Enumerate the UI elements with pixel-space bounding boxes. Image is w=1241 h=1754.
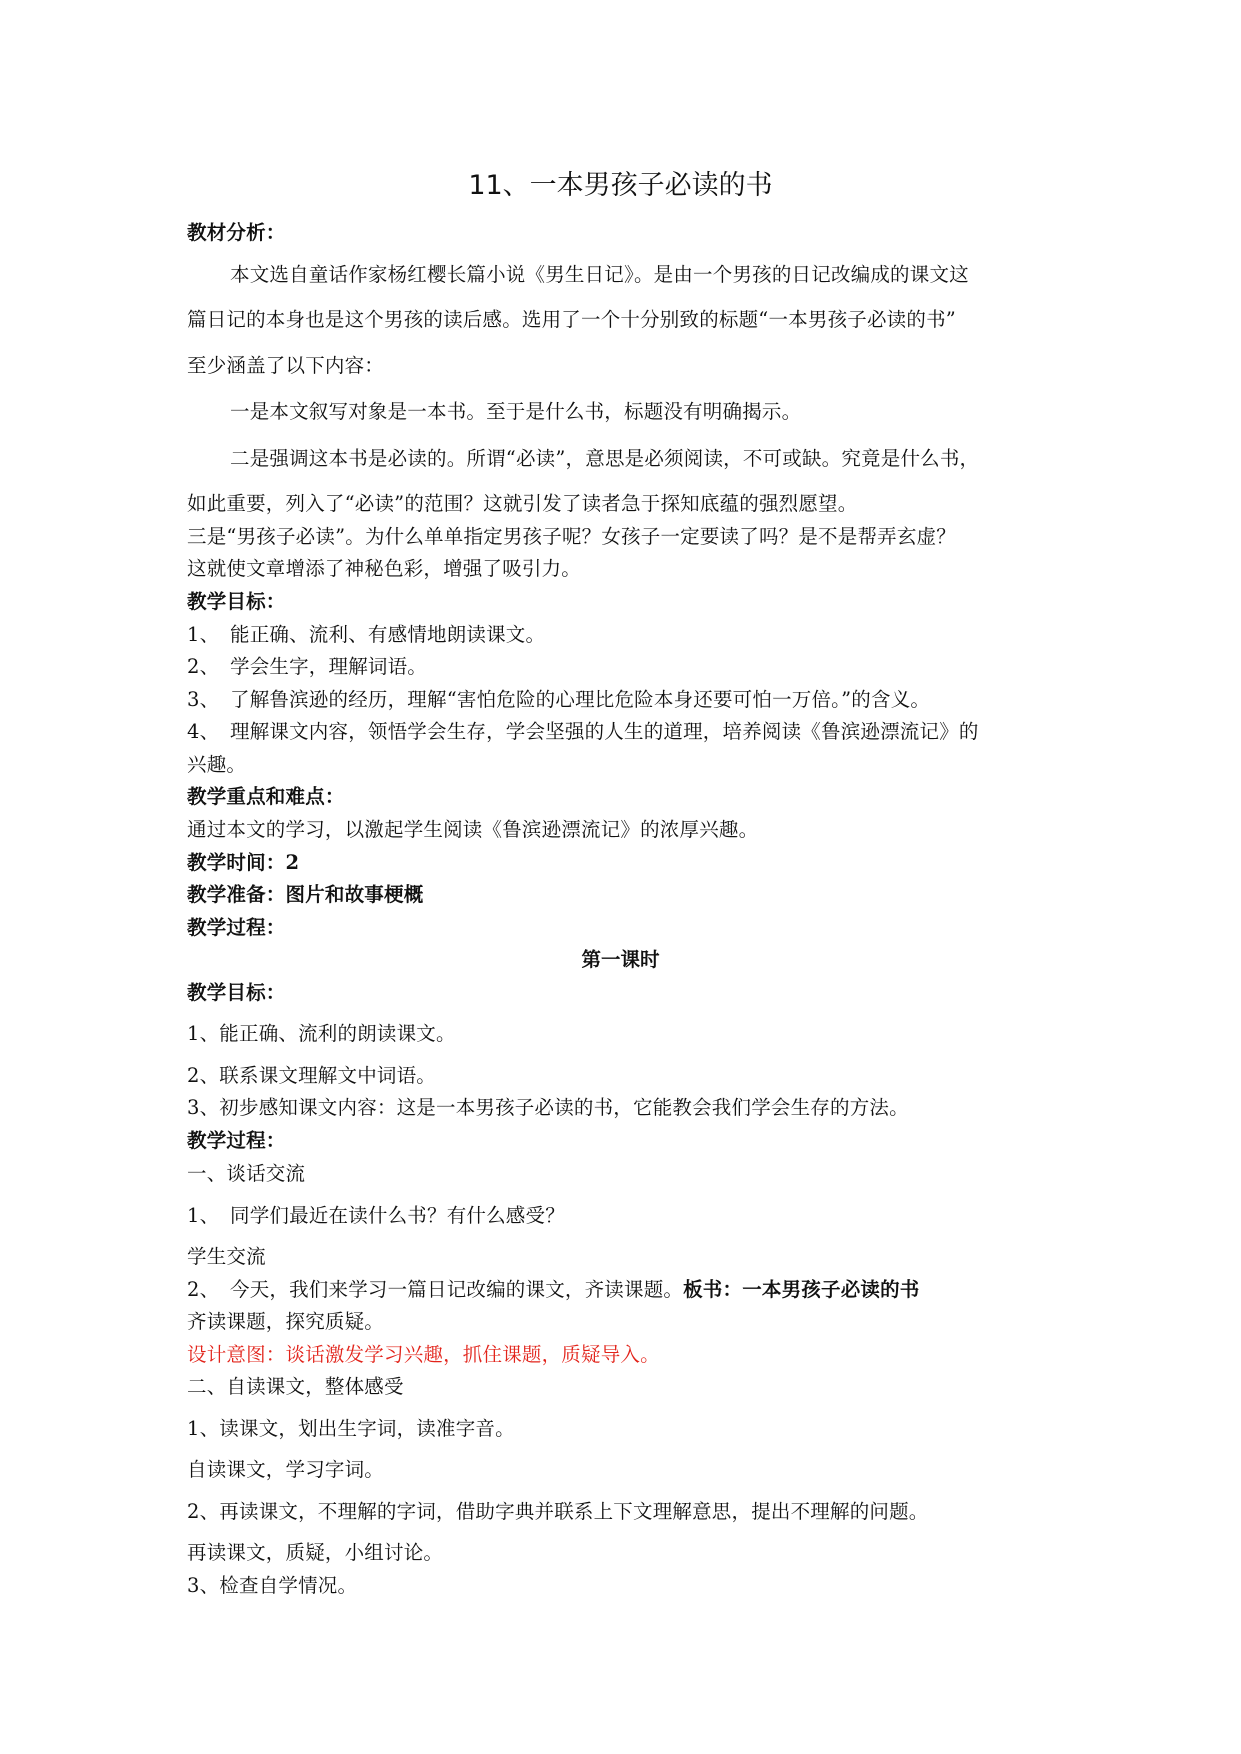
design-intent: 设计意图：谈话激发学习兴趣，抓住课题，质疑导入。: [187, 1343, 660, 1366]
analysis-paragraph-line: 这就使文章增添了神秘色彩，增强了吸引力。: [187, 557, 582, 580]
step-response: 自读课文，学习字词。: [187, 1458, 385, 1481]
goal-number: 4、: [187, 720, 220, 743]
goal-item: [187, 688, 930, 712]
lesson-goals-heading: 教学目标：: [187, 981, 286, 1004]
lesson-title: 第一课时: [581, 948, 660, 971]
lesson-goal: 1、能正确、流利的朗读课文。: [187, 1022, 456, 1045]
goal-item-continuation: 兴趣。: [187, 753, 247, 776]
step-item: 1、读课文，划出生字词，读准字音。: [187, 1417, 515, 1440]
lesson-goal: 3、初步感知课文内容：这是一本男孩子必读的书，它能教会我们学会生存的方法。: [187, 1096, 909, 1119]
board-writing: 板书：一本男孩子必读的书: [683, 1278, 920, 1301]
analysis-paragraph-line: 如此重要，列入了“必读”的范围？这就引发了读者急于探知底蕴的强烈愿望。: [187, 492, 858, 515]
goal-number: 3、: [187, 688, 220, 711]
goal-number: 1、: [187, 623, 220, 646]
goal-text: 学会生字，理解词语。: [230, 655, 428, 678]
step-item: [187, 1278, 920, 1302]
goals-heading: 教学目标：: [187, 590, 286, 613]
analysis-paragraph-line: 篇日记的本身也是这个男孩的读后感。选用了一个十分别致的标题“一本男孩子必读的书”: [187, 308, 956, 331]
teaching-time: 教学时间：2: [187, 851, 300, 874]
lesson-process-heading: 教学过程：: [187, 1129, 286, 1152]
teaching-prep: 教学准备：图片和故事梗概: [187, 883, 424, 906]
goal-item: [187, 655, 427, 679]
step-response: 再读课文，质疑，小组讨论。: [187, 1541, 444, 1564]
analysis-paragraph-line: 至少涵盖了以下内容：: [187, 354, 385, 377]
step-response: 齐读课题，探究质疑。: [187, 1310, 385, 1333]
step-number: 2、: [187, 1278, 220, 1301]
process-heading: 教学过程：: [187, 916, 286, 939]
analysis-paragraph-line: 三是“男孩子必读”。为什么单单指定男孩子呢？女孩子一定要读了吗？是不是帮弄玄虚？: [187, 525, 956, 548]
key-points-text: 通过本文的学习，以激起学生阅读《鲁滨逊漂流记》的浓厚兴趣。: [187, 818, 759, 841]
step-item: 3、检查自学情况。: [187, 1574, 358, 1597]
analysis-paragraph-line: 本文选自童话作家杨红樱长篇小说《男生日记》。是由一个男孩的日记改编成的课文这: [230, 263, 969, 286]
step-item: 2、再读课文，不理解的字词，借助字典并联系上下文理解意思，提出不理解的问题。: [187, 1500, 929, 1523]
page-title: 11、一本男孩子必读的书: [468, 170, 773, 201]
goal-item: [187, 720, 979, 744]
goal-text: 理解课文内容，领悟学会生存，学会坚强的人生的道理，培养阅读《鲁滨逊漂流记》的: [230, 720, 979, 743]
goal-item: [187, 623, 545, 647]
analysis-heading: 教材分析：: [187, 221, 286, 244]
section-heading: 二、自读课文，整体感受: [187, 1375, 404, 1398]
step-text: 同学们最近在读什么书？有什么感受？: [230, 1204, 565, 1227]
goal-text: 了解鲁滨逊的经历，理解“害怕危险的心理比危险本身还要可怕一万倍。”的含义。: [230, 688, 931, 711]
lesson-goal: 2、联系课文理解文中词语。: [187, 1064, 437, 1087]
goal-number: 2、: [187, 655, 220, 678]
step-response: 学生交流: [187, 1245, 266, 1268]
analysis-paragraph-line: 二是强调这本书是必读的。所谓“必读”，意思是必须阅读，不可或缺。究竟是什么书，: [230, 447, 980, 470]
key-points-heading: 教学重点和难点：: [187, 785, 345, 808]
goal-text: 能正确、流利、有感情地朗读课文。: [230, 623, 546, 646]
analysis-paragraph-line: 一是本文叙写对象是一本书。至于是什么书，标题没有明确揭示。: [230, 400, 802, 423]
step-number: 1、: [187, 1204, 220, 1227]
step-text: 今天，我们来学习一篇日记改编的课文，齐读课题。: [230, 1278, 684, 1301]
step-item: [187, 1204, 565, 1228]
section-heading: 一、谈话交流: [187, 1162, 306, 1185]
